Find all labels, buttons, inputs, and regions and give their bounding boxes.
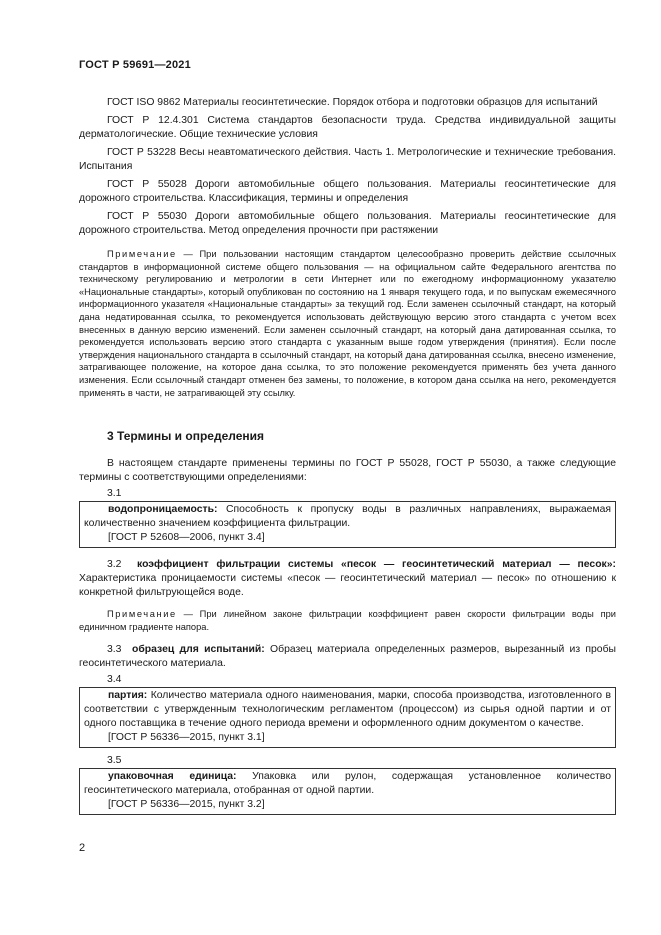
note-text: — При линейном законе фильтрации коэффициент равен скорости фильтрации воды при единичном градиенте напора. <box>79 609 616 632</box>
term-name: образец для испытаний: <box>132 644 265 656</box>
term-text: Упаковка или рулон, содержащая установленное количество геосинтетического материала, отобранная от одной партии. <box>84 771 611 797</box>
term-definition <box>84 503 611 531</box>
term-definition <box>84 689 611 731</box>
document-body <box>79 96 616 815</box>
term-number: 3.5 <box>107 755 122 767</box>
reference-item: ГОСТ Р 55028 Дороги автомобильные общего пользования. Материалы геосинтетические для дорожного строительства. Классификация, термины и определения <box>79 179 616 204</box>
reference-item: ГОСТ ISO 9862 Материалы геосинтетические. Порядок отбора и подготовки образцов для испытаний <box>107 97 598 108</box>
term-name: партия: <box>108 690 148 702</box>
term-name: упаковочная единица: <box>108 771 237 783</box>
document-header: ГОСТ Р 59691—2021 <box>79 59 191 71</box>
term-3-2 <box>79 558 616 600</box>
reference-item: ГОСТ Р 55030 Дороги автомобильные общего пользования. Материалы геосинтетические для дорожного строительства. Метод определения прочности при растяжении <box>79 211 616 236</box>
note-references <box>79 248 616 399</box>
term-box-3-1 <box>79 501 616 548</box>
term-3-3 <box>79 643 616 671</box>
term-box-3-5 <box>79 768 616 815</box>
note-label: Примечание <box>107 249 177 259</box>
note-label: Примечание <box>107 609 177 620</box>
page-number: 2 <box>79 842 86 854</box>
section-intro: В настоящем стандарте применены термины по ГОСТ Р 55028, ГОСТ Р 55030, а также следующие термины с соответствующими определениями: <box>79 458 616 484</box>
term-source: [ГОСТ Р 52608—2006, пункт 3.4] <box>108 532 265 544</box>
section-heading: 3 Термины и определения <box>107 429 265 444</box>
term-box-3-4 <box>79 687 616 748</box>
term-definition <box>84 770 611 798</box>
term-number: 3.2 <box>107 559 122 571</box>
term-text: Количество материала одного наименования, марки, способа производства, изготовленного в соответствии с утвержденным технологическим регламентом (процессом) из сырья одной партии и от одного поставщика в течение одного периода времени и оформленного одним документом о качестве. <box>84 690 611 730</box>
term-text: Образец материала определенных размеров, вырезанный из пробы геосинтетического материала. <box>79 644 616 670</box>
term-text: Характеристика проницаемости системы «песок — геосинтетический материал — песок» по отношению к конкретной фильтрующейся воде. <box>79 573 616 599</box>
term-name: коэффициент фильтрации системы «песок — геосинтетический материал — песок»: <box>137 559 616 571</box>
term-number: 3.1 <box>107 488 122 500</box>
term-name: водопроницаемость: <box>108 504 218 516</box>
note-text: — При пользовании настоящим стандартом целесообразно проверить действие ссылочных стандартов в информационной системе общего пользования — на официальном сайте Федерального агентства по техническому регулированию и метрологии в сети Интернет или по ежегодному информационному указателю «Национальные стандарты», который опубликован по состоянию на 1 января текущего года, и по выпускам ежемесячного информационного указателя «Национальные стандарты» за текущий год. Если заменен ссылочный стандарт, на который дана недатированная ссылка, то рекомендуется использовать действующую версию этого стандарта с учетом всех внесенных в данную версию изменений. Если заменен ссылочный стандарт, на который дана датированная ссылка, то рекомендуется использовать версию этого стандарта с указанным выше годом утверждения (принятия). Если после утверждения национального стандарта в ссылочный стандарт, на который дана датированная ссылка, внесено изменение, затрагивающее положение, на которое дана ссылка, то это положение рекомендуется применять без учета данного изменения. Если ссылочный стандарт отменен без замены, то положение, в котором дана ссылка на него, рекомендуется применять в части, не затрагивающей эту ссылку. <box>79 249 616 398</box>
reference-item: ГОСТ Р 12.4.301 Система стандартов безопасности труда. Средства индивидуальной защиты дерматологические. Общие технические условия <box>79 115 616 140</box>
term-text: Способность к пропуску воды в различных направлениях, выражаемая количественно значением коэффициента фильтрации. <box>84 504 611 530</box>
term-number: 3.4 <box>107 674 122 686</box>
term-source: [ГОСТ Р 56336—2015, пункт 3.2] <box>108 799 265 811</box>
reference-item: ГОСТ Р 53228 Весы неавтоматического действия. Часть 1. Метрологические и технические требования. Испытания <box>79 147 616 172</box>
term-number: 3.3 <box>107 644 122 656</box>
note-filtration <box>79 608 616 633</box>
term-source: [ГОСТ Р 56336—2015, пункт 3.1] <box>108 732 265 744</box>
